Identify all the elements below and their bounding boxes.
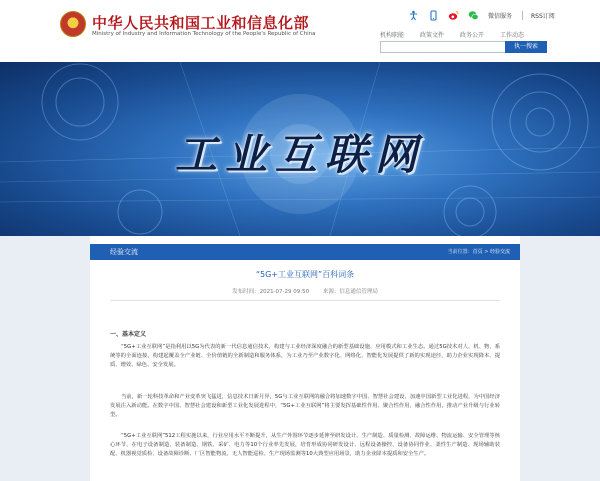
- search-button[interactable]: 执一搜索: [505, 41, 547, 53]
- site-subtitle: Ministry of Industry and Information Technology of the People's Republic of China: [92, 31, 316, 37]
- wechat-service-link[interactable]: 微信服务: [488, 12, 513, 20]
- article-meta: [90, 287, 520, 295]
- breadcrumb: [448, 248, 510, 255]
- breadcrumb-home-link[interactable]: 首页: [472, 249, 483, 255]
- nav-item-news[interactable]: 工作动态: [500, 32, 525, 39]
- article-title: “5G+工业互联网”百科词条: [255, 270, 355, 279]
- accessibility-icon[interactable]: [408, 10, 419, 21]
- main-nav: [380, 30, 540, 39]
- site-title[interactable]: 中华人民共和国工业和信息化部: [92, 14, 310, 32]
- banner: [0, 62, 600, 236]
- nav-item-policies[interactable]: 政策文件: [420, 32, 445, 39]
- breadcrumb-current-link[interactable]: 经验交流: [489, 249, 510, 255]
- panel-header: [90, 244, 520, 260]
- article-paragraph: “5G+工业互联网”是指利用以5G为代表的新一代信息通信技术，构建与工业经济深度融合的新型基础设施、应用模式和工业生态。通过5G技术对人、机、物、系统等的全面连接，构建起覆盖全产业链、全价值链的全新制造和服务体系，为工业乃至产业数字化、网络化、智能化发展提供了新的实现途径，助力企业实现降本、提质、增效、绿色、安全发展。: [110, 344, 500, 369]
- article-paragraph: 当前，新一轮科技革命和产业变革突飞猛进，信息技术日新月异，5G与工业互联网的融合将加速数字中国、智慧社会建设，加速中国新型工业化进程，为中国经济发展注入新动能。在数字中国、智慧社会建设和新型工业化发展进程中，“5G+工业互联网”将主要发挥基础性作用、聚合性作用、融合性作用，推动产业升级与行业转型。: [110, 394, 500, 419]
- article-paragraph: “5G+工业互联网”512工程实施以来，行业应用水平不断提升，从生产外围环节逐步延伸至研发设计、生产制造、质量检测、故障运维、物流运输、安全管理等核心环节，在电子设备制造、装备制造、钢铁、采矿、电力等10个行业率先发展，培育形成协同研发设计、远程设备操控、设备协同作业、柔性生产制造、现场辅助装配、机器视觉质检、设备故障诊断、厂区智能物流、无人智能巡检、生产现场监测等10大典型应用场景，助力企业降本提质和安全生产。: [110, 433, 500, 458]
- nav-item-functions[interactable]: 机构职能: [380, 32, 405, 39]
- wechat-icon[interactable]: [468, 10, 479, 21]
- article-source: 来源：信息通信管理局: [322, 289, 378, 295]
- banner-title: 工业互联网: [174, 130, 425, 179]
- weibo-icon[interactable]: [448, 10, 459, 21]
- article-panel: [90, 236, 520, 481]
- utility-divider: [522, 11, 523, 20]
- utility-bar: [408, 8, 565, 22]
- category-label: 经验交流: [110, 248, 138, 256]
- divider: [110, 300, 500, 301]
- mobile-icon[interactable]: [428, 10, 439, 21]
- breadcrumb-separator: >: [482, 249, 490, 255]
- national-emblem-icon[interactable]: [60, 11, 86, 37]
- nav-item-disclosure[interactable]: 政务公开: [460, 32, 485, 39]
- section-heading: 一、基本定义: [110, 331, 147, 338]
- site-header: [0, 0, 600, 62]
- breadcrumb-prefix: 当前位置：: [447, 249, 473, 255]
- publish-date: 发布时间：2021-07-29 09:50: [232, 289, 310, 295]
- rss-link[interactable]: RSS订阅: [531, 12, 555, 20]
